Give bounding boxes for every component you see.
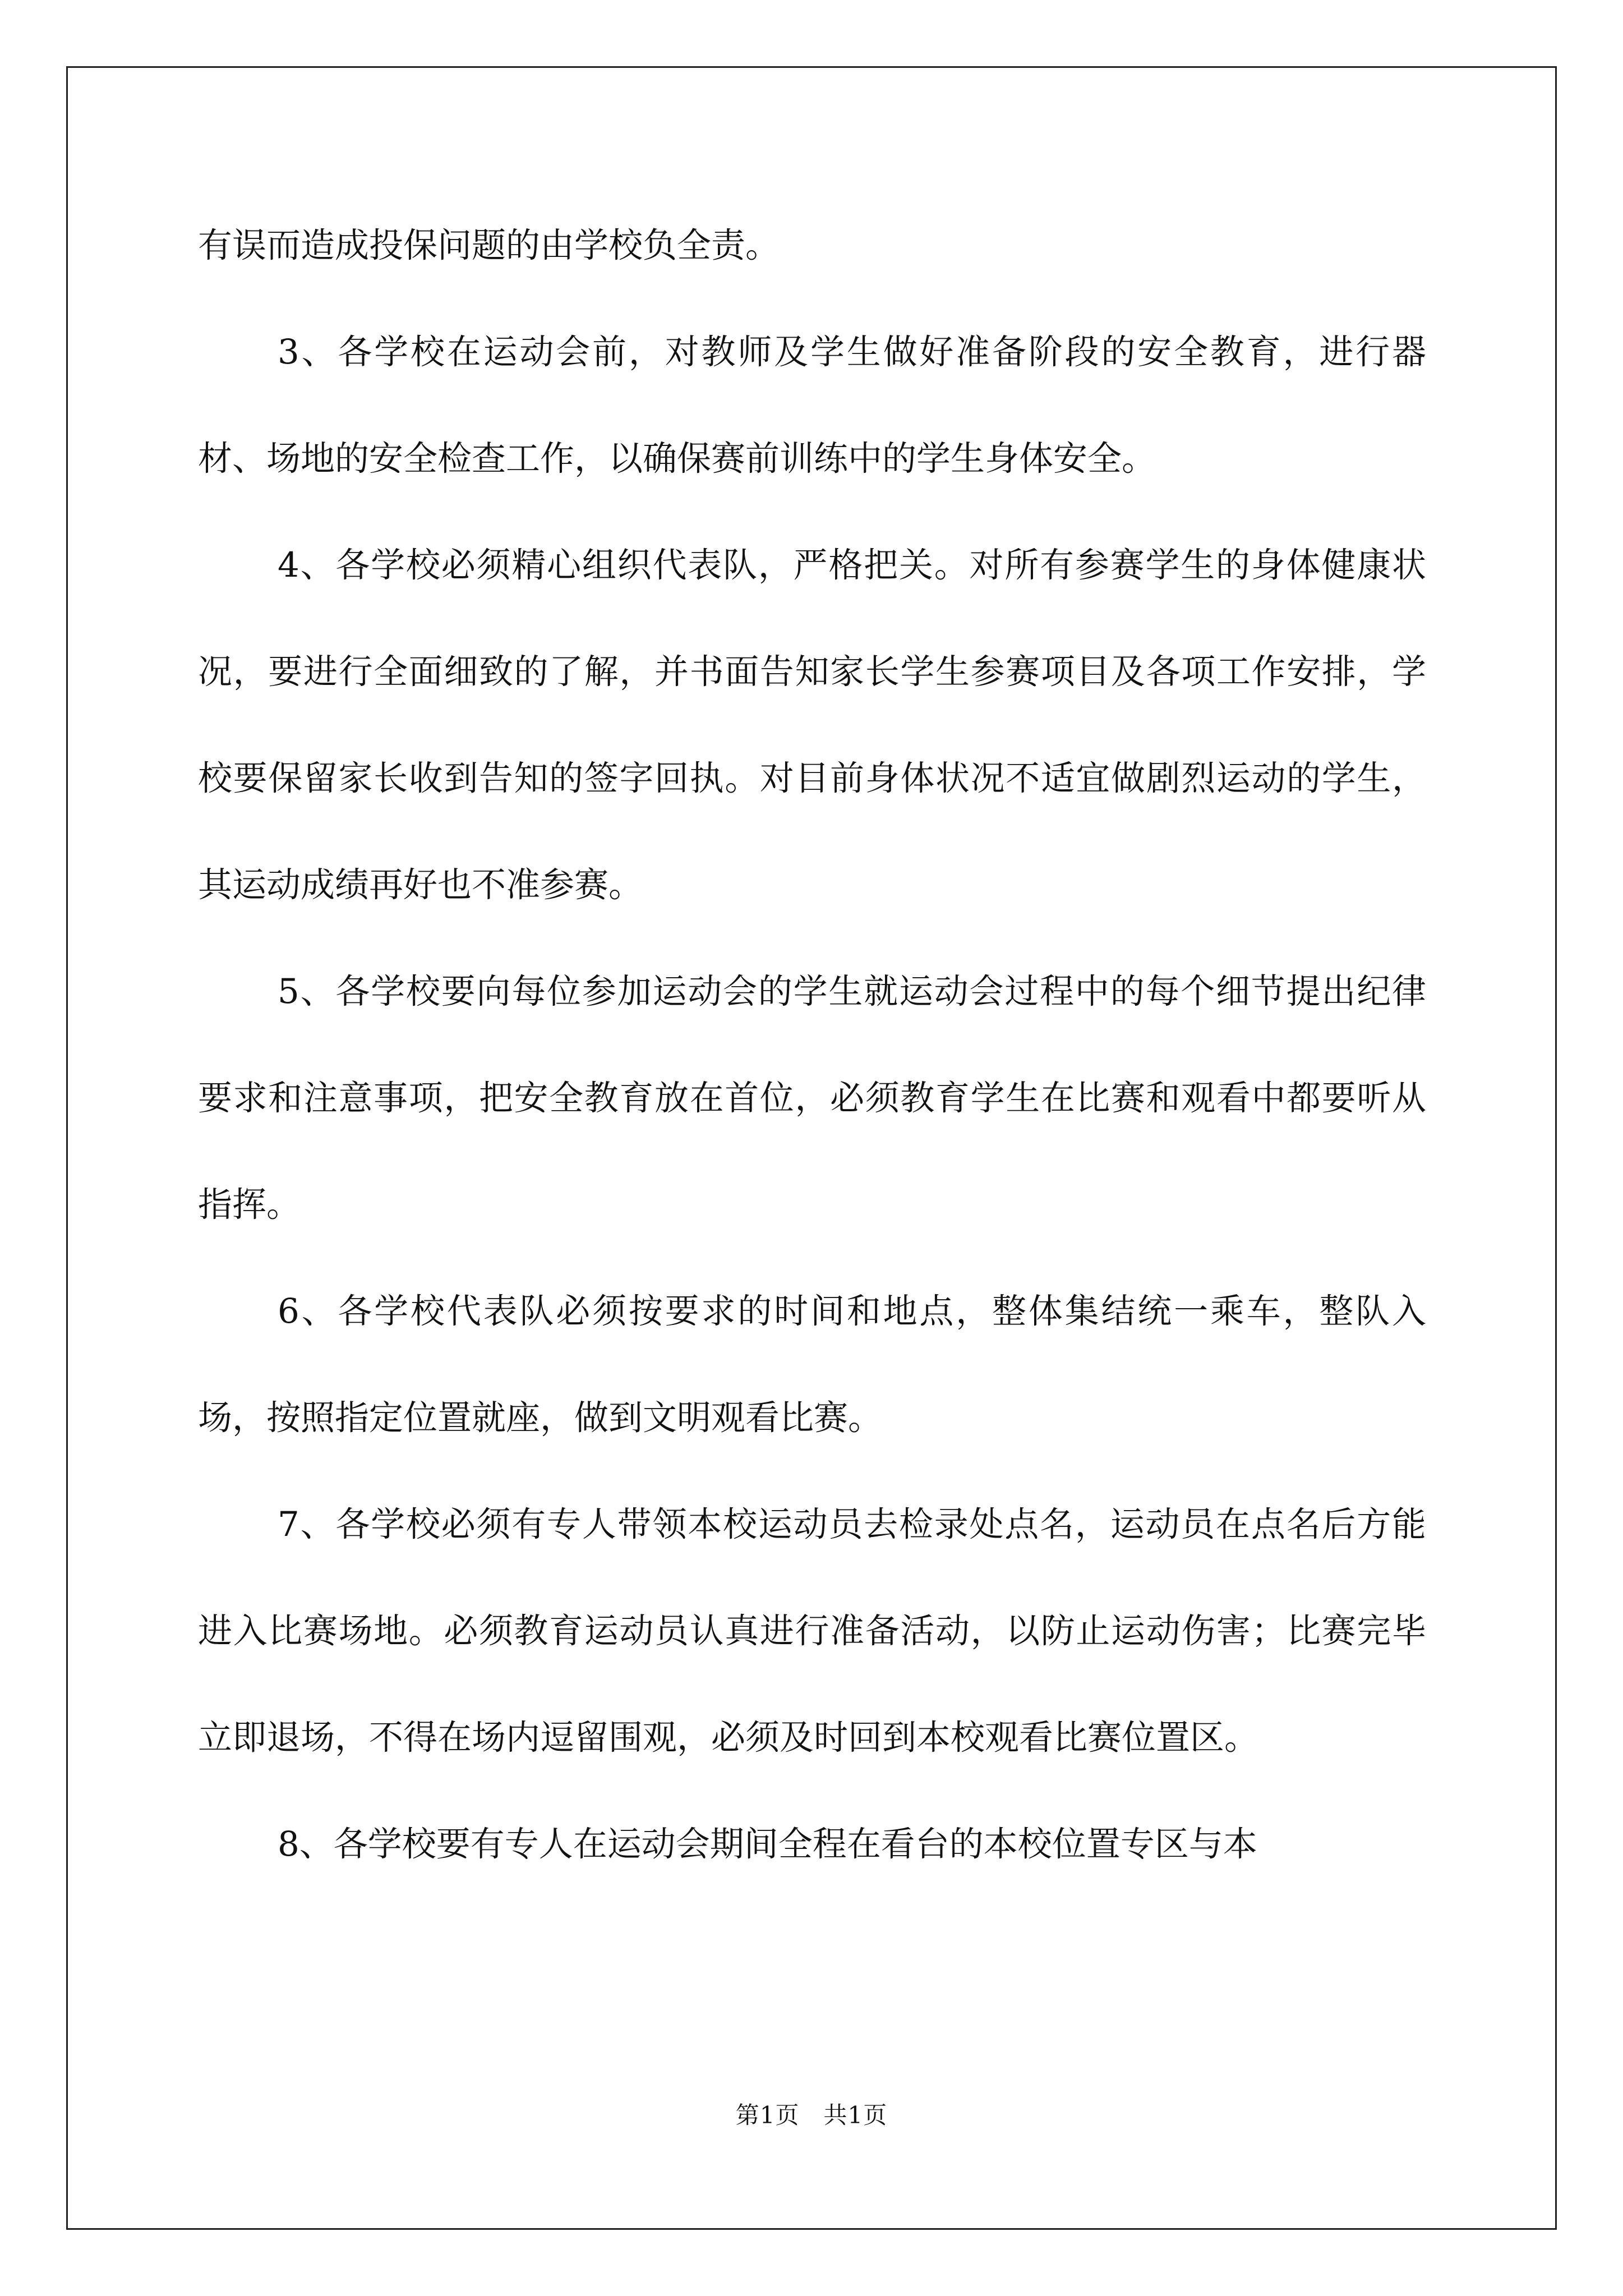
- paragraph-item-4: 4、各学校必须精心组织代表队，严格把关。对所有参赛学生的身体健康状况，要进行全面细致的了解，并书面告知家长学生参赛项目及各项工作安排，学校要保留家长收到告知的签字回执。对目前身体状况不适宜做剧烈运动的学生，其运动成绩再好也不准参赛。: [198, 545, 1426, 905]
- paragraph-continuation: 有误而造成投保问题的由学校负全责。: [198, 226, 780, 265]
- paragraph-item-5: 5、各学校要向每位参加运动会的学生就运动会过程中的每个细节提出纪律要求和注意事项，把安全教育放在首位，必须教育学生在比赛和观看中都要听从指挥。: [198, 972, 1426, 1225]
- paragraph-item-3: 3、各学校在运动会前，对教师及学生做好准备阶段的安全教育，进行器材、场地的安全检查工作，以确保赛前训练中的学生身体安全。: [198, 332, 1426, 478]
- page-number-footer: 第1页 共1页: [735, 2101, 888, 2129]
- paragraph-item-7: 7、各学校必须有专人带领本校运动员去检录处点名，运动员在点名后方能进入比赛场地。必须教育运动员认真进行准备活动，以防止运动伤害；比赛完毕立即退场，不得在场内逗留围观，必须及时回到本校观看比赛位置区。: [198, 1504, 1426, 1757]
- paragraph-item-8: 8、各学校要有专人在运动会期间全程在看台的本校位置专区与本: [278, 1824, 1257, 1864]
- paragraph-item-6: 6、各学校代表队必须按要求的时间和地点，整体集结统一乘车，整队入场，按照指定位置就座，做到文明观看比赛。: [198, 1291, 1426, 1438]
- document-body: [198, 192, 1426, 1898]
